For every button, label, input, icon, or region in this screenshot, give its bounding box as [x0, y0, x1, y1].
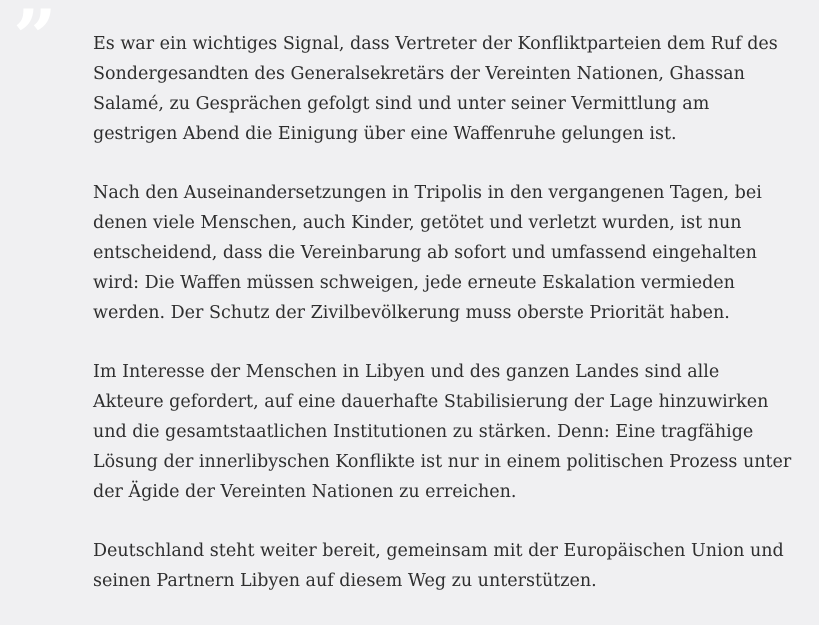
quote-paragraph: Deutschland steht weiter bereit, gemeinsam mit der Europäischen Union und seinen Partnern Libyen auf diesem Weg zu unterstützen.	[93, 541, 784, 591]
quote-paragraph: Nach den Auseinandersetzungen in Tripolis in den vergangenen Tagen, bei denen viele Menschen, auch Kinder, getötet und verletzt wurden, ist nun entscheidend, dass die Vereinbarung ab sofort und umfassend eingehalten wird: Die Waffen müssen schweigen, jede erneute Eskalation vermieden werden. Der Schutz der Zivilbevölkerung muss oberste Priorität haben.	[93, 183, 762, 323]
quote-paragraph: Es war ein wichtiges Signal, dass Vertreter der Konfliktparteien dem Ruf des Sondergesandten des Generalsekretärs der Vereinten Nationen, Ghassan Salamé, zu Gesprächen gefolgt sind und unter seiner Vermittlung am gestrigen Abend die Einigung über eine Waffenruhe gelungen ist.	[93, 34, 778, 144]
quote-text	[93, 29, 793, 625]
quote-paragraph: Im Interesse der Menschen in Libyen und des ganzen Landes sind alle Akteure gefordert, auf eine dauerhafte Stabilisierung der Lage hinzuwirken und die gesamtstaatlichen Institutionen zu stärken. Denn: Eine tragfähige Lösung der innerlibyschen Konflikte ist nur in einem politischen Prozess unter der Ägide der Vereinten Nationen zu erreichen.	[93, 362, 792, 502]
quotation-mark-icon: ”	[13, 0, 57, 82]
